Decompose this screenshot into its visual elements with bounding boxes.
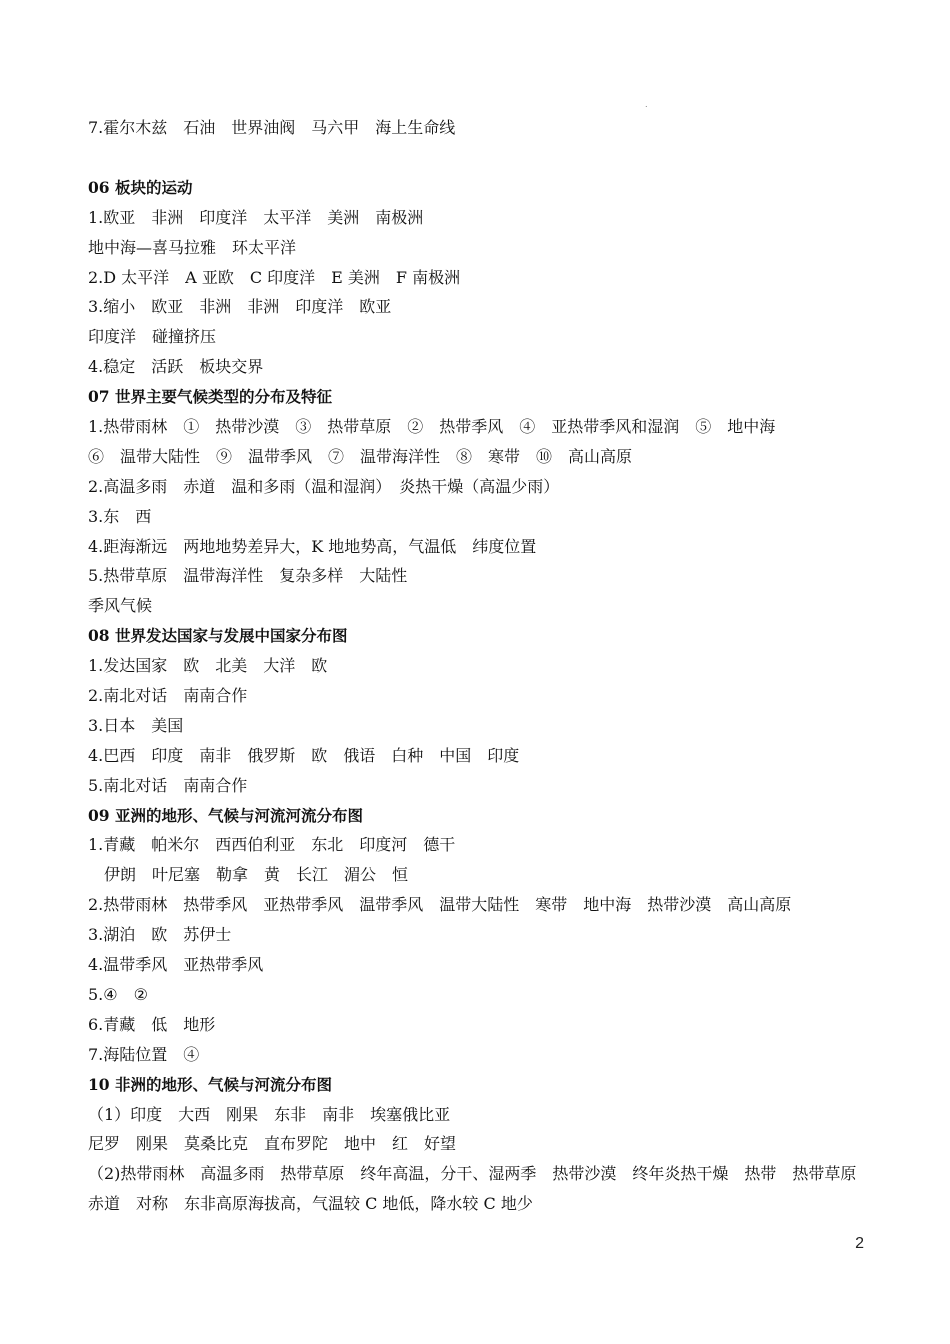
text-line: 1.热带雨林 ① 热带沙漠 ③ 热带草原 ② 热带季风 ④ 亚热带季风和湿润 ⑤ 地中海: [88, 417, 776, 437]
text-line: ⑥ 温带大陆性 ⑨ 温带季风 ⑦ 温带海洋性 ⑧ 寒带 ⑩ 高山高原: [88, 446, 633, 466]
page-number: 2: [855, 1235, 864, 1252]
section-heading: 06 板块的运动: [88, 177, 193, 197]
text-line: 3.东 西: [88, 506, 152, 526]
text-line: 1.欧亚 非洲 印度洋 太平洋 美洲 南极洲: [88, 207, 424, 227]
text-line-indented: 伊朗 叶尼塞 勒拿 黄 长江 湄公 恒: [104, 865, 409, 885]
text-line: 6.青藏 低 地形: [88, 1014, 216, 1034]
text-paragraph: （2)热带雨林 高温多雨 热带草原 终年高温，分干、湿两季 热带沙漠 终年炎热干燥 热带 热带草原 赤道 对称 东非高原海拔高，气温较 C 地低，降水较 C 地少: [88, 1164, 873, 1214]
text-line: 2.热带雨林 热带季风 亚热带季风 温带季风 温带大陆性 寒带 地中海 热带沙漠 高山高原: [88, 895, 792, 915]
text-line: 印度洋 碰撞挤压: [88, 327, 217, 347]
text-line: 5.热带草原 温带海洋性 复杂多样 大陆性: [88, 566, 408, 586]
text-line: 2.D 太平洋 A 亚欧 C 印度洋 E 美洲 F 南极洲: [88, 267, 461, 287]
section-heading: 09 亚洲的地形、气候与河流河流分布图: [88, 805, 363, 825]
section-heading: 08 世界发达国家与发展中国家分布图: [88, 626, 348, 646]
text-line: 3.缩小 欧亚 非洲 非洲 印度洋 欧亚: [88, 297, 392, 317]
text-line: 1.发达国家 欧 北美 大洋 欧: [88, 656, 328, 676]
text-line: 7.霍尔木兹 石油 世界油阀 马六甲 海上生命线: [88, 118, 456, 137]
text-line: 4.距海渐远 两地地势差异大，K 地地势高，气温低 纬度位置: [88, 536, 537, 556]
section-heading: 07 世界主要气候类型的分布及特征: [88, 387, 332, 407]
section-heading: 10 非洲的地形、气候与河流分布图: [88, 1074, 332, 1094]
text-line: （1）印度 大西 刚果 东非 南非 埃塞俄比亚: [88, 1104, 451, 1124]
blank-line: [88, 143, 878, 173]
text-line: 4.巴西 印度 南非 俄罗斯 欧 俄语 白种 中国 印度: [88, 745, 520, 765]
text-line: 5.南北对话 南南合作: [88, 775, 248, 795]
header-mark: .: [645, 100, 648, 109]
text-line: 4.温带季风 亚热带季风: [88, 955, 264, 975]
text-line: 4.稳定 活跃 板块交界: [88, 357, 264, 377]
text-line: 季风气候: [88, 596, 153, 616]
answer-key-content: [88, 113, 878, 1219]
text-line: 尼罗 刚果 莫桑比克 直布罗陀 地中 红 好望: [88, 1134, 457, 1154]
text-line: 2.南北对话 南南合作: [88, 686, 248, 706]
text-line: 3.日本 美国: [88, 715, 184, 735]
text-line: 地中海—喜马拉雅 环太平洋: [88, 237, 297, 257]
text-line: 1.青藏 帕米尔 西西伯利亚 东北 印度河 德干: [88, 835, 456, 855]
text-line: 2.高温多雨 赤道 温和多雨（温和湿润） 炎热干燥（高温少雨）: [88, 476, 560, 496]
text-line: 5.④ ②: [88, 984, 148, 1004]
text-line: 3.湖泊 欧 苏伊士: [88, 925, 232, 945]
text-line: 7.海陆位置 ④: [88, 1044, 200, 1064]
